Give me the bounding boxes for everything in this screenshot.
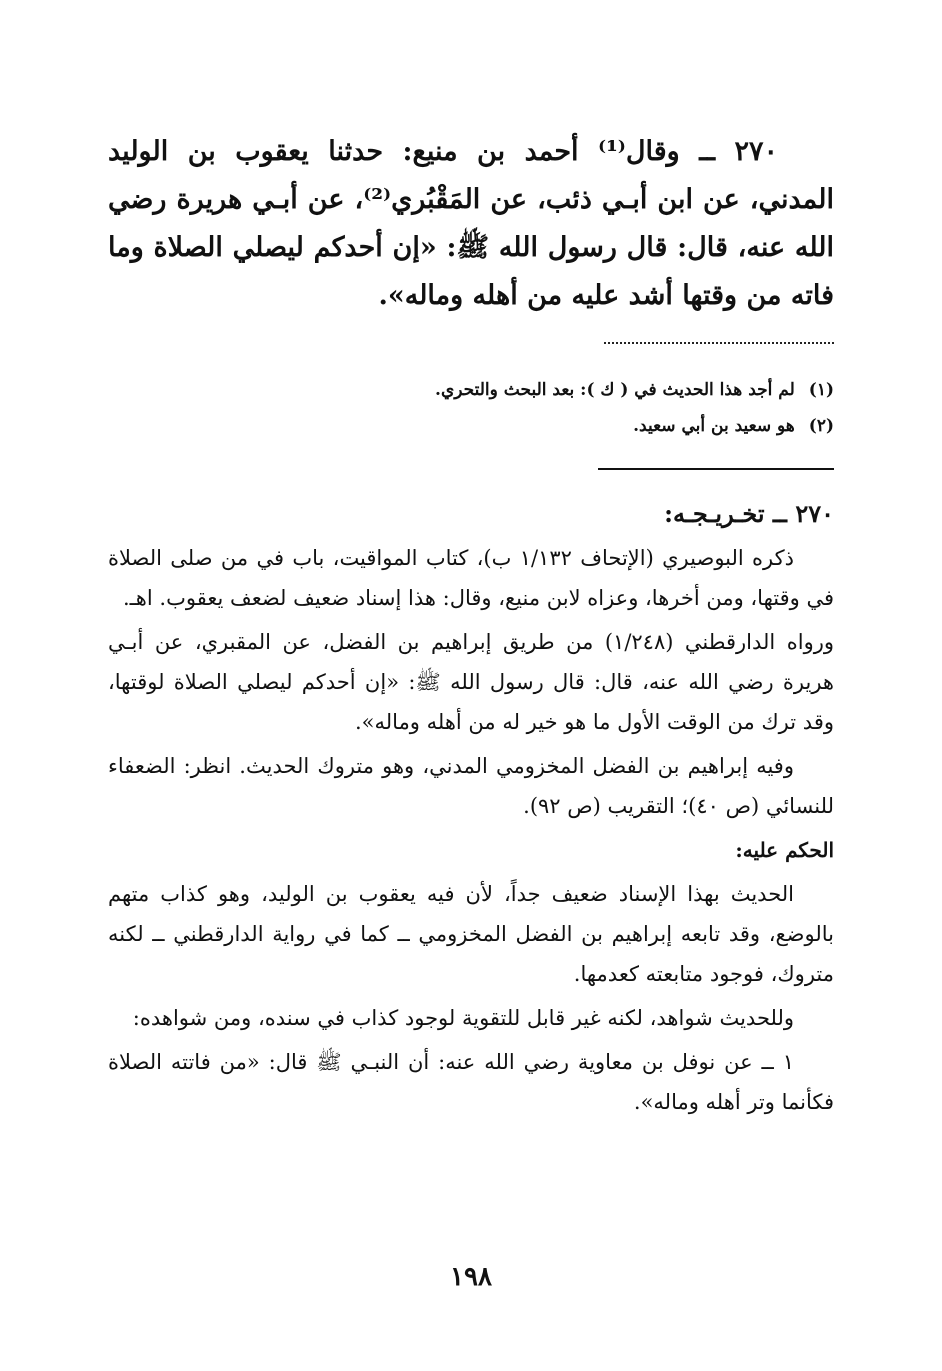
takhrij-heading: ٢٧٠ ــ تخـريـجـه:	[664, 499, 834, 528]
hukm-paragraph: الحديث بهذا الإسناد ضعيف جداً، لأن فيه يعقوب بن الوليد، وهو كذاب متهم بالوضع، وقد تابعه إبراهيم بن الفضل المخزومي ــ كما في رواية الدارقطني ــ لكنه متروك، فوجود متابعته كعدمها.	[108, 882, 834, 986]
commentary-block	[108, 494, 834, 1126]
hukm-paragraph: وللحديث شواهد، لكنه غير قابل للتقوية لوجود كذاب في سنده، ومن شواهده:	[132, 1006, 794, 1030]
footnote-number: (٢)	[808, 416, 834, 436]
footnote-1	[108, 372, 834, 408]
footnote-number: (١)	[808, 380, 834, 400]
footnote-text: هو سعيد بن أبي سعيد.	[633, 416, 795, 436]
takhrij-paragraph: ذكره البوصيري (الإتحاف ١/١٣٢ ب)، كتاب المواقيت، باب في من صلى الصلاة في وقتها، ومن أخرها، وعزاه لابن منيع، وقال: هذا إسناد ضعيف لضعف يعقوب. اهـ.	[108, 546, 834, 610]
page-number: ١٩٨	[450, 1262, 492, 1292]
shahid-item: ١ ــ عن نوفل بن معاوية رضي الله عنه: أن النبـي ﷺ قال: «من فاتته الصلاة فكأنما وتر أهله وماله».	[108, 1050, 834, 1114]
hadith-text-block	[108, 128, 834, 320]
footnote-separator-dots	[604, 342, 834, 356]
footnote-2	[108, 408, 834, 444]
footnote-text: لم أجد هذا الحديث في ( ك ): بعد البحث والتحري.	[435, 380, 795, 400]
section-divider-line	[598, 468, 834, 470]
takhrij-paragraph: وفيه إبراهيم بن الفضل المخزومي المدني، وهو متروك الحديث. انظر: الضعفاء للنسائي (ص ٤٠)؛ التقريب (ص ٩٢).	[108, 754, 834, 818]
hukm-heading: الحكم عليه:	[735, 838, 834, 862]
hadith-paragraph: ٢٧٠ ــ وقال⁽¹⁾ أحمد بن منيع: حدثنا يعقوب بن الوليد المدني، عن ابن أبـي ذئب، عن المَقْبُري⁽²⁾، عن أبـي هريرة رضي الله عنه، قال: قال رسول الله ﷺ: «إن أحدكم ليصلي الصلاة وما فاته من وقتها أشد عليه من أهله وماله».	[108, 136, 835, 311]
takhrij-paragraph: ورواه الدارقطني (١/٢٤٨) من طريق إبراهيم بن الفضل، عن المقبري، عن أبـي هريرة رضي الله عنه، قال: قال رسول الله ﷺ: «إن أحدكم ليصلي الصلاة لوقتها، وقد ترك من الوقت الأول ما هو خير له من أهله وماله».	[108, 630, 835, 734]
footnotes	[108, 372, 834, 444]
